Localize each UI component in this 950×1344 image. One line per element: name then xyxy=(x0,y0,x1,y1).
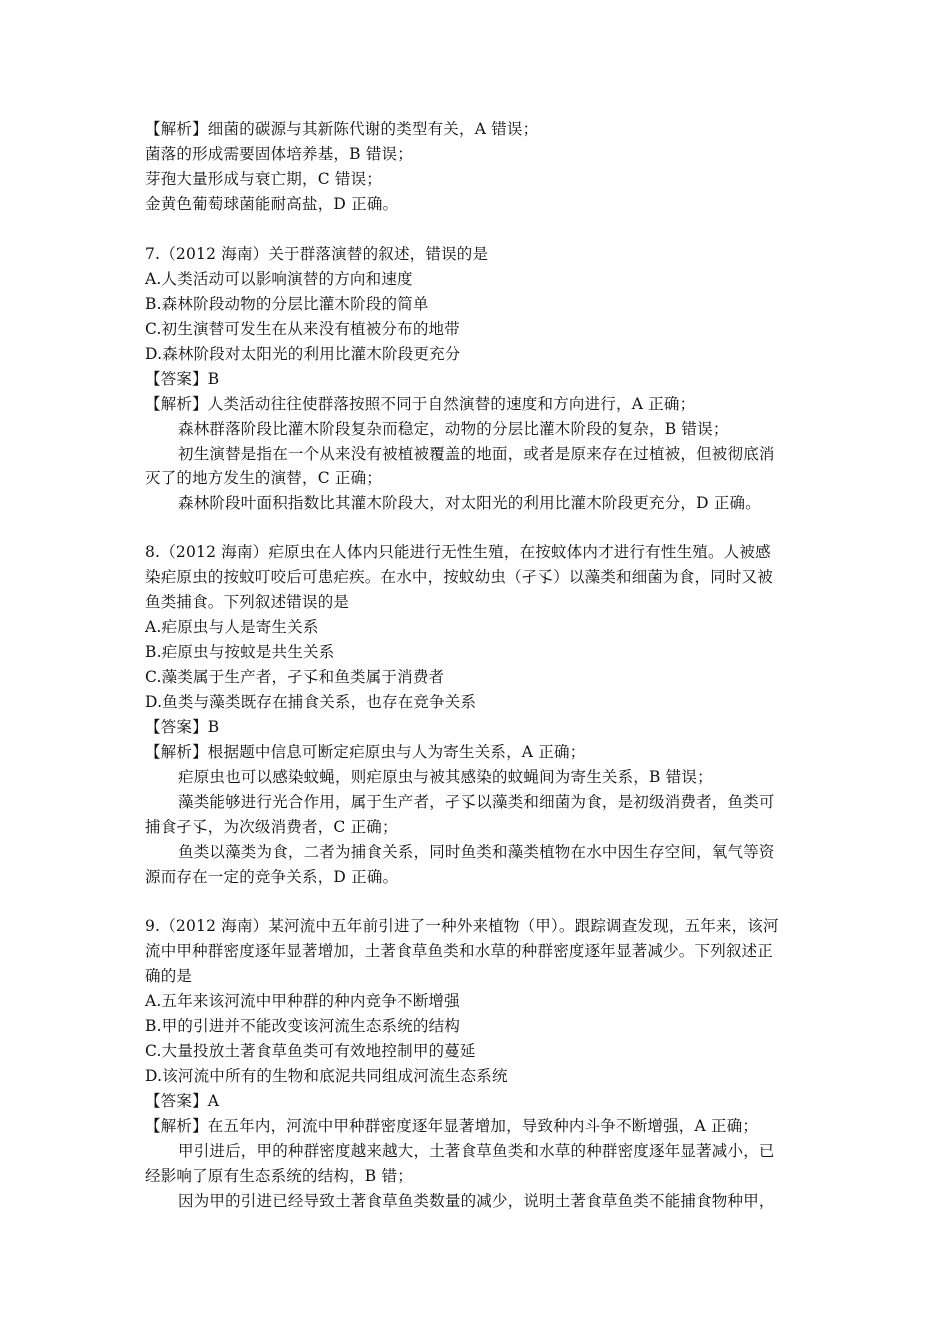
q7-analysis-line-5: 森林阶段叶面积指数比其灌木阶段大，对太阳光的利用比灌木阶段更充分，D 正确。 xyxy=(178,494,761,512)
q9-stem-line-3: 确的是 xyxy=(145,967,193,985)
q7-option-d: D.森林阶段对太阳光的利用比灌木阶段更充分 xyxy=(145,345,461,363)
q8-stem-line-2: 染疟原虫的按蚊叮咬后可患疟疾。在水中，按蚊幼虫（孑孓）以藻类和细菌为食，同时又被 xyxy=(145,568,774,586)
q7-analysis-line-3: 初生演替是指在一个从来没有被植被覆盖的地面，或者是原来存在过植被，但被彻底消 xyxy=(178,445,775,463)
prev-analysis-line-3: 芽孢大量形成与衰亡期，C 错误； xyxy=(145,170,382,188)
q8-answer: 【答案】B xyxy=(145,718,220,736)
q8-option-c: C.藻类属于生产者，孑孓和鱼类属于消费者 xyxy=(145,668,445,686)
q9-analysis-line-1: 【解析】在五年内，河流中甲种群密度逐年显著增加，导致种内斗争不断增强，A 正确； xyxy=(145,1117,759,1135)
q7-stem: 7.（2012 海南）关于群落演替的叙述，错误的是 xyxy=(145,245,489,263)
q8-analysis-line-5: 鱼类以藻类为食，二者为捕食关系，同时鱼类和藻类植物在水中因生存空间，氧气等资 xyxy=(178,843,775,861)
q9-option-c: C.大量投放土著食草鱼类可有效地控制甲的蔓延 xyxy=(145,1042,476,1060)
q8-analysis-line-2: 疟原虫也可以感染蚊蝇，则疟原虫与被其感染的蚊蝇间为寄生关系，B 错误； xyxy=(178,768,713,786)
q8-stem-line-3: 鱼类捕食。下列叙述错误的是 xyxy=(145,593,350,611)
q7-analysis-line-4: 灭了的地方发生的演替，C 正确； xyxy=(145,469,382,487)
q9-analysis-line-3: 经影响了原有生态系统的结构，B 错； xyxy=(145,1167,413,1185)
q8-option-b: B.疟原虫与按蚊是共生关系 xyxy=(145,643,335,661)
q8-option-a: A.疟原虫与人是寄生关系 xyxy=(145,618,319,636)
q9-answer: 【答案】A xyxy=(145,1092,220,1110)
q9-analysis-line-2: 甲引进后，甲的种群密度越来越大，土著食草鱼类和水草的种群密度逐年显著减小，已 xyxy=(178,1142,775,1160)
q8-analysis-line-3: 藻类能够进行光合作用，属于生产者，孑孓以藻类和细菌为食，是初级消费者，鱼类可 xyxy=(178,793,775,811)
q9-stem-line-2: 流中甲种群密度逐年显著增加，土著食草鱼类和水草的种群密度逐年显著减少。下列叙述正 xyxy=(145,942,774,960)
q8-analysis-line-6: 源而存在一定的竞争关系，D 正确。 xyxy=(145,868,399,886)
q9-option-d: D.该河流中所有的生物和底泥共同组成河流生态系统 xyxy=(145,1067,508,1085)
q9-stem-line-1: 9.（2012 海南）某河流中五年前引进了一种外来植物（甲）。跟踪调查发现，五年来，该河 xyxy=(145,917,779,935)
q7-option-b: B.森林阶段动物的分层比灌木阶段的简单 xyxy=(145,295,429,313)
q7-option-a: A.人类活动可以影响演替的方向和速度 xyxy=(145,270,413,288)
q9-option-b: B.甲的引进并不能改变该河流生态系统的结构 xyxy=(145,1017,461,1035)
q7-answer: 【答案】B xyxy=(145,370,220,388)
prev-analysis-line-2: 菌落的形成需要固体培养基，B 错误； xyxy=(145,145,413,163)
q9-analysis-line-4: 因为甲的引进已经导致土著食草鱼类数量的减少，说明土著食草鱼类不能捕食物种甲， xyxy=(178,1192,775,1210)
q8-option-d: D.鱼类与藻类既存在捕食关系，也存在竞争关系 xyxy=(145,693,477,711)
q8-analysis-line-4: 捕食孑孓，为次级消费者，C 正确； xyxy=(145,818,398,836)
q7-analysis-line-2: 森林群落阶段比灌木阶段复杂而稳定，动物的分层比灌木阶段的复杂，B 错误； xyxy=(178,420,729,438)
q8-analysis-line-1: 【解析】根据题中信息可断定疟原虫与人为寄生关系，A 正确； xyxy=(145,743,586,761)
prev-analysis-line-1: 【解析】细菌的碳源与其新陈代谢的类型有关，A 错误； xyxy=(145,120,539,138)
prev-analysis-line-4: 金黄色葡萄球菌能耐高盐，D 正确。 xyxy=(145,195,399,213)
q7-analysis-line-1: 【解析】人类活动往往使群落按照不同于自然演替的速度和方向进行，A 正确； xyxy=(145,395,696,413)
q7-option-c: C.初生演替可发生在从来没有植被分布的地带 xyxy=(145,320,460,338)
q8-stem-line-1: 8.（2012 海南）疟原虫在人体内只能进行无性生殖，在按蚊体内才进行有性生殖。人被感 xyxy=(145,543,771,561)
q9-option-a: A.五年来该河流中甲种群的种内竞争不断增强 xyxy=(145,992,460,1010)
